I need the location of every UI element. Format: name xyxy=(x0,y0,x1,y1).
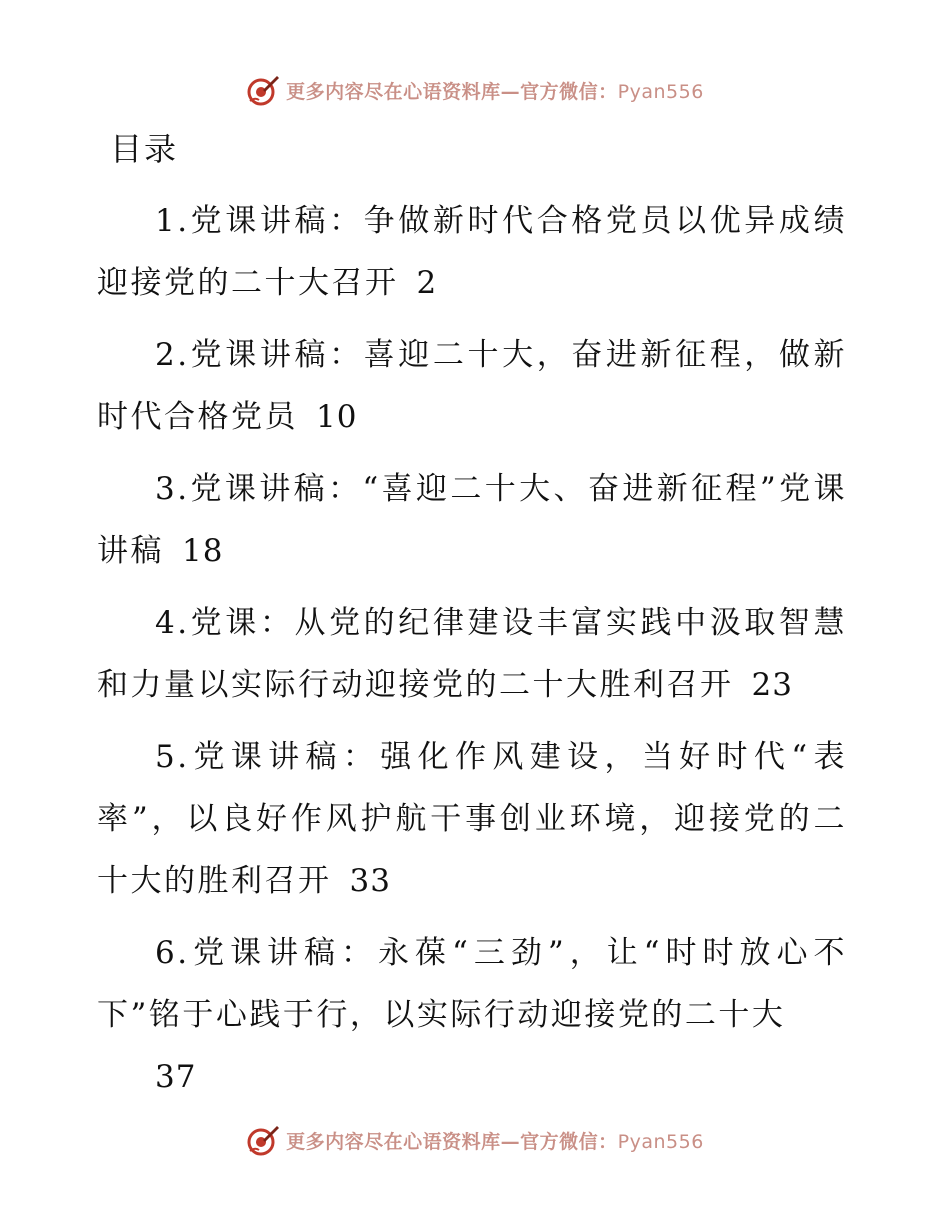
pen-logo-icon xyxy=(246,1123,280,1157)
toc-entry-text: 2.党课讲稿：喜迎二十大，奋进新征程，做新时代合格党员 xyxy=(97,337,847,435)
footer-watermark-banner xyxy=(0,1120,950,1160)
toc-entry-5[interactable] xyxy=(97,726,847,912)
toc-page-number: 33 xyxy=(349,863,391,899)
footer-watermark-text: 更多内容尽在心语资料库—官方微信：Pyan556 xyxy=(286,1130,704,1153)
toc-entry-text: 3.党课讲稿：“喜迎二十大、奋进新征程”党课讲稿 xyxy=(97,471,847,569)
toc-entry-4[interactable] xyxy=(97,592,847,716)
toc-page-number: 2 xyxy=(416,265,438,301)
toc-title: 目录 xyxy=(110,130,179,168)
header-watermark-banner xyxy=(0,70,950,110)
table-of-contents xyxy=(97,190,847,1118)
toc-entry-text: 6.党课讲稿：永葆“三劲”，让“时时放心不下”铭于心践于行，以实际行动迎接党的二十大 xyxy=(97,935,847,1033)
footer-wechat-id: Pyan556 xyxy=(617,1130,704,1153)
pen-logo-icon xyxy=(246,73,280,107)
toc-entry-text: 1.党课讲稿：争做新时代合格党员以优异成绩迎接党的二十大召开 xyxy=(97,203,847,301)
toc-entry-3[interactable] xyxy=(97,458,847,582)
toc-page-number: 37 xyxy=(155,1059,197,1095)
toc-page-number: 10 xyxy=(316,399,358,435)
toc-entry-6[interactable] xyxy=(97,922,847,1108)
toc-entry-text: 5.党课讲稿：强化作风建设，当好时代“表率”，以良好作风护航干事创业环境，迎接党的二十大的胜利召开 xyxy=(97,739,847,899)
toc-page-number: 18 xyxy=(182,533,224,569)
toc-entry-2[interactable] xyxy=(97,324,847,448)
toc-entry-text: 4.党课：从党的纪律建设丰富实践中汲取智慧和力量以实际行动迎接党的二十大胜利召开 xyxy=(97,605,847,703)
toc-entry-1[interactable] xyxy=(97,190,847,314)
header-wechat-id: Pyan556 xyxy=(617,80,704,103)
toc-page-number: 23 xyxy=(751,667,793,703)
header-watermark-text: 更多内容尽在心语资料库—官方微信：Pyan556 xyxy=(286,80,704,103)
